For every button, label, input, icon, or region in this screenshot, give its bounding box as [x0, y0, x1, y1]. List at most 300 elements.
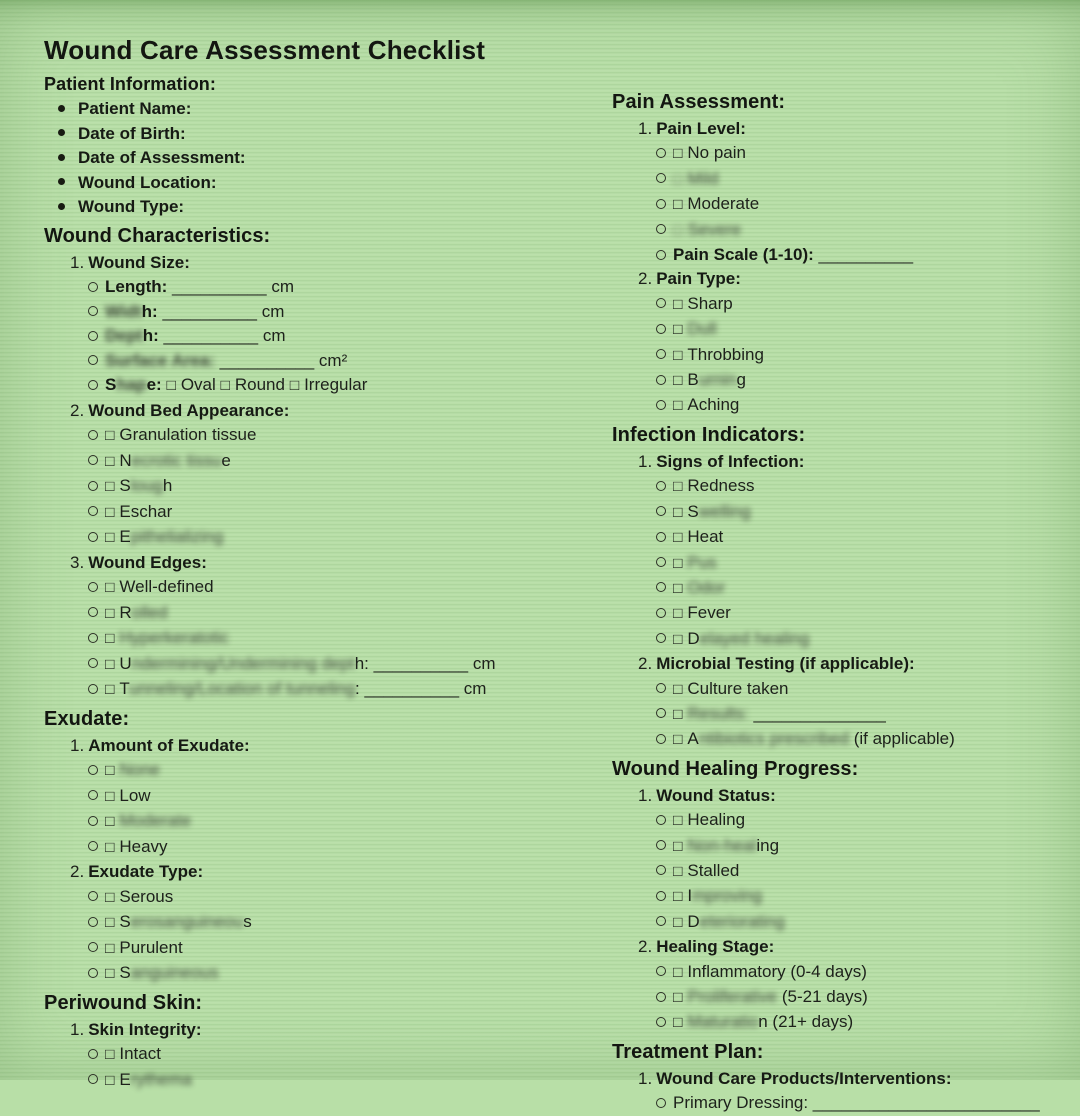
page-title: Wound Care Assessment Checklist: [44, 35, 486, 65]
text-segment: ndermining/Undermining dept: [131, 653, 355, 673]
checkbox-icon[interactable]: □: [673, 372, 683, 390]
text-segment: mproving: [692, 886, 763, 906]
checklist-item: [44, 835, 589, 861]
circle-bullet-icon: [656, 324, 666, 334]
checkbox-icon[interactable]: □: [673, 529, 683, 547]
text-segment: U: [119, 653, 132, 673]
bullet-item: [44, 122, 589, 147]
circle-bullet-icon: [656, 481, 666, 491]
checklist-item: [612, 576, 1072, 601]
text-segment: Redness: [687, 476, 755, 496]
checklist-item: [44, 449, 589, 475]
checklist-item: [612, 292, 1072, 317]
circle-bullet-icon: [88, 331, 98, 341]
section-infection-indicators: [612, 421, 1072, 753]
text-segment: Wound Care Products/Interventions:: [656, 1068, 952, 1088]
section-wound-healing-progress: [612, 755, 1072, 1036]
text-segment: Wound Bed Appearance:: [88, 400, 290, 420]
text-segment: Pain Scale (1-10):: [673, 245, 814, 265]
text-segment: eteriorating: [699, 911, 785, 931]
bullet-icon: [58, 203, 65, 210]
text-segment: E: [119, 1069, 131, 1089]
checklist-item: [612, 551, 1072, 576]
blank-field: __________ cm: [158, 326, 286, 345]
checklist-item: [612, 317, 1072, 342]
bullet-icon: [58, 105, 65, 112]
text-segment: Wound Type:: [78, 197, 185, 216]
blank-field: __________ cm: [167, 277, 294, 296]
checkbox-icon[interactable]: □: [289, 377, 300, 394]
text-segment: n (21+ days): [758, 1012, 854, 1032]
circle-bullet-icon: [88, 658, 98, 668]
circle-bullet-icon: [656, 349, 666, 359]
checklist-item: [612, 960, 1072, 985]
text-segment: hap: [116, 375, 147, 394]
checkbox-icon[interactable]: □: [105, 452, 115, 470]
circle-bullet-icon: [88, 455, 98, 465]
section-exudate: [44, 705, 589, 987]
checklist-item: [44, 423, 589, 449]
checklist-item: [44, 275, 589, 300]
checklist-item: [612, 985, 1072, 1010]
checkbox-icon[interactable]: □: [166, 377, 176, 394]
text-segment: Surface Area:: [105, 350, 215, 370]
text-segment: Skin Integrity:: [88, 1019, 202, 1039]
checklist-item: [44, 373, 589, 399]
checkbox-icon[interactable]: □: [105, 630, 115, 647]
circle-bullet-icon: [88, 380, 98, 390]
checkbox-icon[interactable]: □: [105, 579, 115, 596]
checklist-item: [44, 910, 589, 936]
text-segment: Date of Birth:: [78, 123, 186, 143]
numbered-label: [612, 784, 1072, 808]
text-segment: I: [687, 886, 693, 906]
text-segment: Healing Stage:: [656, 937, 775, 957]
item-number: 1.: [638, 785, 653, 805]
circle-bullet-icon: [656, 992, 666, 1002]
checklist-item: [44, 525, 589, 551]
checklist-item: [612, 859, 1072, 884]
text-segment: Results:: [687, 703, 749, 723]
section-pain-assessment: [612, 88, 1072, 419]
numbered-label: [44, 399, 589, 424]
text-segment: unneling/Location of tunneling: [129, 679, 356, 698]
circle-bullet-icon: [88, 968, 98, 978]
checklist-item: [44, 626, 589, 652]
checkbox-icon[interactable]: □: [105, 681, 115, 698]
circle-bullet-icon: [656, 224, 666, 234]
checkbox-icon[interactable]: □: [673, 913, 683, 931]
text-segment: g: [736, 370, 746, 390]
checklist-item: [612, 834, 1072, 859]
item-number: 2.: [638, 269, 653, 289]
text-segment: S: [119, 963, 131, 982]
item-number: 2.: [70, 862, 85, 881]
circle-bullet-icon: [88, 506, 98, 516]
bullet-icon: [58, 129, 65, 136]
text-segment: Fever: [687, 603, 731, 623]
checkbox-icon[interactable]: □: [105, 655, 115, 673]
text-segment: anguineous: [130, 963, 219, 982]
circle-bullet-icon: [656, 815, 666, 825]
numbered-label: [612, 117, 1072, 141]
checklist-item: [612, 368, 1072, 393]
checklist-item: [612, 474, 1072, 499]
checklist-item: [44, 784, 589, 810]
checkbox-icon[interactable]: □: [105, 503, 115, 521]
checkbox-icon[interactable]: □: [673, 397, 683, 415]
checkbox-icon[interactable]: □: [673, 503, 683, 521]
checkbox-icon[interactable]: □: [105, 1046, 115, 1063]
section-periwound-skin: [44, 989, 589, 1094]
text-segment: Pain Level:: [656, 119, 746, 138]
text-segment: Signs of Infection:: [656, 451, 805, 471]
checklist-item: [612, 884, 1072, 909]
text-segment: Moderate: [687, 194, 760, 214]
text-segment: Moderate: [119, 811, 192, 830]
item-number: 1.: [70, 1019, 85, 1039]
checkbox-icon[interactable]: □: [673, 989, 683, 1006]
text-segment: Aching: [687, 395, 740, 415]
checklist-item: [612, 1010, 1072, 1035]
item-number: 1.: [638, 1068, 653, 1088]
circle-bullet-icon: [656, 250, 666, 260]
circle-bullet-icon: [656, 199, 666, 209]
circle-bullet-icon: [656, 734, 666, 744]
section-heading: Patient Information:: [44, 74, 216, 94]
text-segment: Healing: [687, 810, 746, 830]
text-segment: elayed healing: [699, 628, 810, 648]
circle-bullet-icon: [656, 683, 666, 693]
circle-bullet-icon: [656, 400, 666, 410]
text-segment: Pus: [687, 552, 717, 572]
numbered-label: [44, 1018, 589, 1043]
bullet-icon: [58, 154, 65, 161]
checkbox-icon[interactable]: □: [673, 862, 683, 880]
text-segment: Inflammatory (0-4 days): [687, 961, 867, 981]
circle-bullet-icon: [656, 506, 666, 516]
text-segment: Throbbing: [687, 344, 764, 364]
text-segment: Hyperkeratotic: [119, 628, 229, 647]
checkbox-icon[interactable]: □: [673, 346, 683, 364]
circle-bullet-icon: [88, 917, 98, 927]
circle-bullet-icon: [88, 282, 98, 292]
bullet-item: [44, 171, 589, 196]
item-number: 1.: [70, 252, 85, 272]
text-segment: welling: [698, 501, 751, 521]
checklist-item: [612, 343, 1072, 368]
checkbox-icon[interactable]: □: [673, 731, 683, 749]
checklist-item: [44, 885, 589, 911]
text-segment: E: [119, 527, 131, 546]
checkbox-icon[interactable]: □: [673, 963, 683, 981]
bullet-item: [44, 195, 589, 220]
circle-bullet-icon: [88, 684, 98, 694]
text-segment: Non-heal: [687, 835, 757, 855]
text-segment: ecrotic tissu: [131, 450, 222, 470]
item-number: 1.: [638, 119, 653, 138]
text-segment: olled: [131, 602, 168, 622]
circle-bullet-icon: [656, 708, 666, 718]
text-segment: pithelializing: [130, 527, 224, 546]
checklist-item: [44, 758, 589, 784]
text-segment: Intact: [119, 1044, 161, 1063]
checkbox-icon[interactable]: □: [105, 604, 115, 622]
text-segment: (5-21 days): [777, 987, 868, 1006]
circle-bullet-icon: [656, 375, 666, 385]
text-segment: Granulation tissue: [119, 425, 257, 444]
checklist-item: [612, 910, 1072, 935]
text-segment: Severe: [687, 219, 742, 239]
text-segment: rythema: [130, 1069, 193, 1089]
circle-bullet-icon: [88, 633, 98, 643]
text-segment: S: [119, 912, 131, 931]
text-segment: Stalled: [687, 860, 740, 880]
numbered-label: [612, 267, 1072, 291]
text-segment: Culture taken: [687, 678, 789, 698]
text-segment: Purulent: [119, 937, 183, 957]
checkbox-icon[interactable]: □: [673, 478, 683, 496]
checklist-item: [612, 500, 1072, 525]
checkbox-icon[interactable]: □: [105, 813, 115, 830]
checkbox-icon[interactable]: □: [673, 579, 683, 597]
bullet-item: [44, 97, 589, 122]
item-number: 3.: [70, 552, 85, 572]
section-heading: Wound Characteristics:: [44, 224, 271, 247]
text-segment: e: [221, 450, 231, 470]
circle-bullet-icon: [88, 816, 98, 826]
checkbox-icon[interactable]: □: [673, 221, 683, 239]
checklist-item: [612, 702, 1072, 727]
text-segment: S: [105, 375, 117, 394]
circle-bullet-icon: [88, 942, 98, 952]
text-segment: Dull: [687, 319, 717, 339]
text-segment: Oval: [180, 375, 221, 394]
blank-field: ______________: [748, 703, 886, 723]
checkbox-icon[interactable]: □: [673, 321, 683, 339]
checkbox-icon[interactable]: □: [105, 787, 115, 805]
text-segment: : __________ cm: [355, 679, 487, 698]
text-segment: Low: [119, 785, 151, 805]
circle-bullet-icon: [656, 1017, 666, 1027]
text-segment: Pain Type:: [656, 269, 741, 289]
circle-bullet-icon: [656, 532, 666, 542]
checklist-item: [612, 192, 1072, 217]
checklist-item: [612, 167, 1072, 192]
checklist-item: [44, 809, 589, 835]
checkbox-icon[interactable]: □: [673, 888, 683, 906]
checklist-item: [612, 627, 1072, 652]
text-segment: Primary Dressing: ________________________: [673, 1093, 1040, 1113]
item-number: 1.: [70, 735, 85, 755]
numbered-label: [44, 551, 589, 576]
checkbox-icon[interactable]: □: [220, 377, 230, 394]
text-segment: Odor: [687, 577, 726, 597]
text-segment: Exudate Type:: [88, 862, 204, 881]
text-segment: Date of Assessment:: [78, 148, 246, 167]
left-sections: [44, 71, 589, 1093]
checklist-item: [612, 1091, 1072, 1115]
section-treatment-plan: [612, 1038, 1072, 1116]
text-segment: s: [243, 912, 252, 931]
text-segment: urnin: [698, 370, 737, 390]
text-segment: erosanguineou: [130, 912, 244, 931]
text-segment: D: [687, 911, 700, 931]
circle-bullet-icon: [656, 608, 666, 618]
text-segment: Dept: [105, 326, 143, 345]
circle-bullet-icon: [88, 430, 98, 440]
numbered-label: [612, 450, 1072, 474]
text-segment: Wound Location:: [78, 172, 217, 192]
checkbox-icon[interactable]: □: [673, 605, 683, 623]
checklist-item: [44, 677, 589, 703]
checklist-item: [44, 349, 589, 374]
circle-bullet-icon: [88, 355, 98, 365]
circle-bullet-icon: [88, 1074, 98, 1084]
checkbox-icon[interactable]: □: [105, 965, 115, 982]
circle-bullet-icon: [88, 841, 98, 851]
checkbox-icon[interactable]: □: [105, 939, 115, 957]
checklist-item: [612, 727, 1072, 752]
checklist-item: [44, 936, 589, 962]
checkbox-icon[interactable]: □: [673, 837, 683, 855]
text-segment: Maturatio: [687, 1012, 759, 1032]
checkbox-icon[interactable]: □: [673, 295, 683, 313]
text-segment: h:: [142, 326, 159, 345]
checklist-item: [612, 218, 1072, 243]
checkbox-icon[interactable]: □: [673, 812, 683, 830]
circle-bullet-icon: [656, 557, 666, 567]
text-segment: No pain: [687, 143, 746, 163]
checklist-item: [612, 601, 1072, 626]
checklist-item: [44, 474, 589, 500]
checkbox-icon[interactable]: □: [105, 838, 115, 856]
circle-bullet-icon: [88, 1049, 98, 1059]
circle-bullet-icon: [656, 173, 666, 183]
text-segment: R: [119, 602, 132, 622]
text-segment: Heavy: [119, 836, 168, 856]
text-segment: S: [119, 476, 131, 495]
checklist-item: [44, 652, 589, 678]
checkbox-icon[interactable]: □: [673, 705, 683, 723]
text-segment: Irregular: [304, 375, 368, 394]
circle-bullet-icon: [656, 916, 666, 926]
checklist-item: [44, 601, 589, 627]
left-column: [44, 33, 589, 1093]
checkbox-icon[interactable]: □: [673, 1014, 683, 1032]
numbered-label: [612, 1067, 1072, 1091]
checkbox-icon[interactable]: □: [105, 529, 115, 546]
section-heading: Periwound Skin:: [44, 991, 203, 1014]
checkbox-icon[interactable]: □: [105, 762, 115, 779]
text-segment: Length:: [105, 277, 168, 296]
checkbox-icon[interactable]: □: [105, 914, 115, 931]
text-segment: Sharp: [687, 293, 733, 313]
text-segment: T: [119, 679, 130, 698]
right-sections: [612, 88, 1072, 1116]
text-segment: Well-defined: [119, 577, 214, 596]
checkbox-icon[interactable]: □: [673, 170, 683, 188]
section-wound-characteristics: [44, 222, 589, 703]
checklist-item: [612, 243, 1072, 267]
checkbox-icon[interactable]: □: [673, 630, 683, 648]
checklist-item: [44, 300, 589, 325]
circle-bullet-icon: [656, 582, 666, 592]
checklist-item: [44, 961, 589, 987]
checklist-item: [612, 808, 1072, 833]
circle-bullet-icon: [656, 865, 666, 875]
text-segment: D: [687, 628, 700, 648]
numbered-label: [44, 860, 589, 885]
item-number: 2.: [70, 400, 85, 420]
checkbox-icon[interactable]: □: [673, 196, 683, 214]
circle-bullet-icon: [656, 840, 666, 850]
text-segment: Patient Name:: [78, 99, 192, 118]
text-segment: Wound Edges:: [88, 552, 207, 572]
circle-bullet-icon: [88, 891, 98, 901]
text-segment: h: [162, 476, 173, 495]
checklist-item: [612, 141, 1072, 166]
text-segment: None: [119, 760, 161, 779]
checkbox-icon[interactable]: □: [673, 554, 683, 572]
checklist-item: [44, 575, 589, 601]
text-segment: Mild: [687, 168, 719, 188]
text-segment: Proliferative: [687, 987, 778, 1006]
bullet-icon: [58, 178, 65, 185]
text-segment: loug: [130, 476, 163, 495]
checkbox-icon[interactable]: □: [105, 1071, 115, 1089]
numbered-label: [612, 935, 1072, 959]
text-segment: e:: [146, 375, 162, 394]
checkbox-icon[interactable]: □: [673, 145, 683, 163]
section-patient-information: [44, 71, 589, 220]
checkbox-icon[interactable]: □: [105, 427, 115, 444]
section-heading: Wound Healing Progress:: [612, 757, 859, 780]
text-segment: Heat: [687, 527, 724, 547]
circle-bullet-icon: [88, 607, 98, 617]
checklist-item: [44, 500, 589, 526]
text-segment: ing: [756, 835, 780, 855]
circle-bullet-icon: [656, 966, 666, 976]
checklist-item: [612, 525, 1072, 550]
blank-field: __________: [813, 245, 914, 265]
text-segment: Widt: [105, 301, 142, 321]
item-number: 1.: [638, 451, 653, 471]
text-segment: B: [687, 370, 699, 390]
circle-bullet-icon: [656, 633, 666, 643]
checkbox-icon[interactable]: □: [105, 478, 115, 495]
bullet-item: [44, 146, 589, 171]
numbered-label: [44, 734, 589, 759]
checklist-item: [612, 677, 1072, 702]
numbered-label: [612, 652, 1072, 676]
item-number: 2.: [638, 937, 653, 957]
numbered-label: [44, 251, 589, 276]
text-segment: (if applicable): [848, 729, 955, 749]
checkbox-icon[interactable]: □: [105, 888, 115, 906]
circle-bullet-icon: [88, 481, 98, 491]
blank-field: __________ cm²: [214, 350, 348, 370]
circle-bullet-icon: [88, 582, 98, 592]
checklist-item: [44, 1042, 589, 1068]
circle-bullet-icon: [88, 306, 98, 316]
text-segment: h: __________ cm: [354, 653, 496, 673]
circle-bullet-icon: [656, 1098, 666, 1108]
text-segment: Serous: [119, 886, 174, 906]
checkbox-icon[interactable]: □: [673, 680, 683, 698]
text-segment: Eschar: [119, 501, 173, 521]
section-heading: Exudate:: [44, 707, 130, 730]
